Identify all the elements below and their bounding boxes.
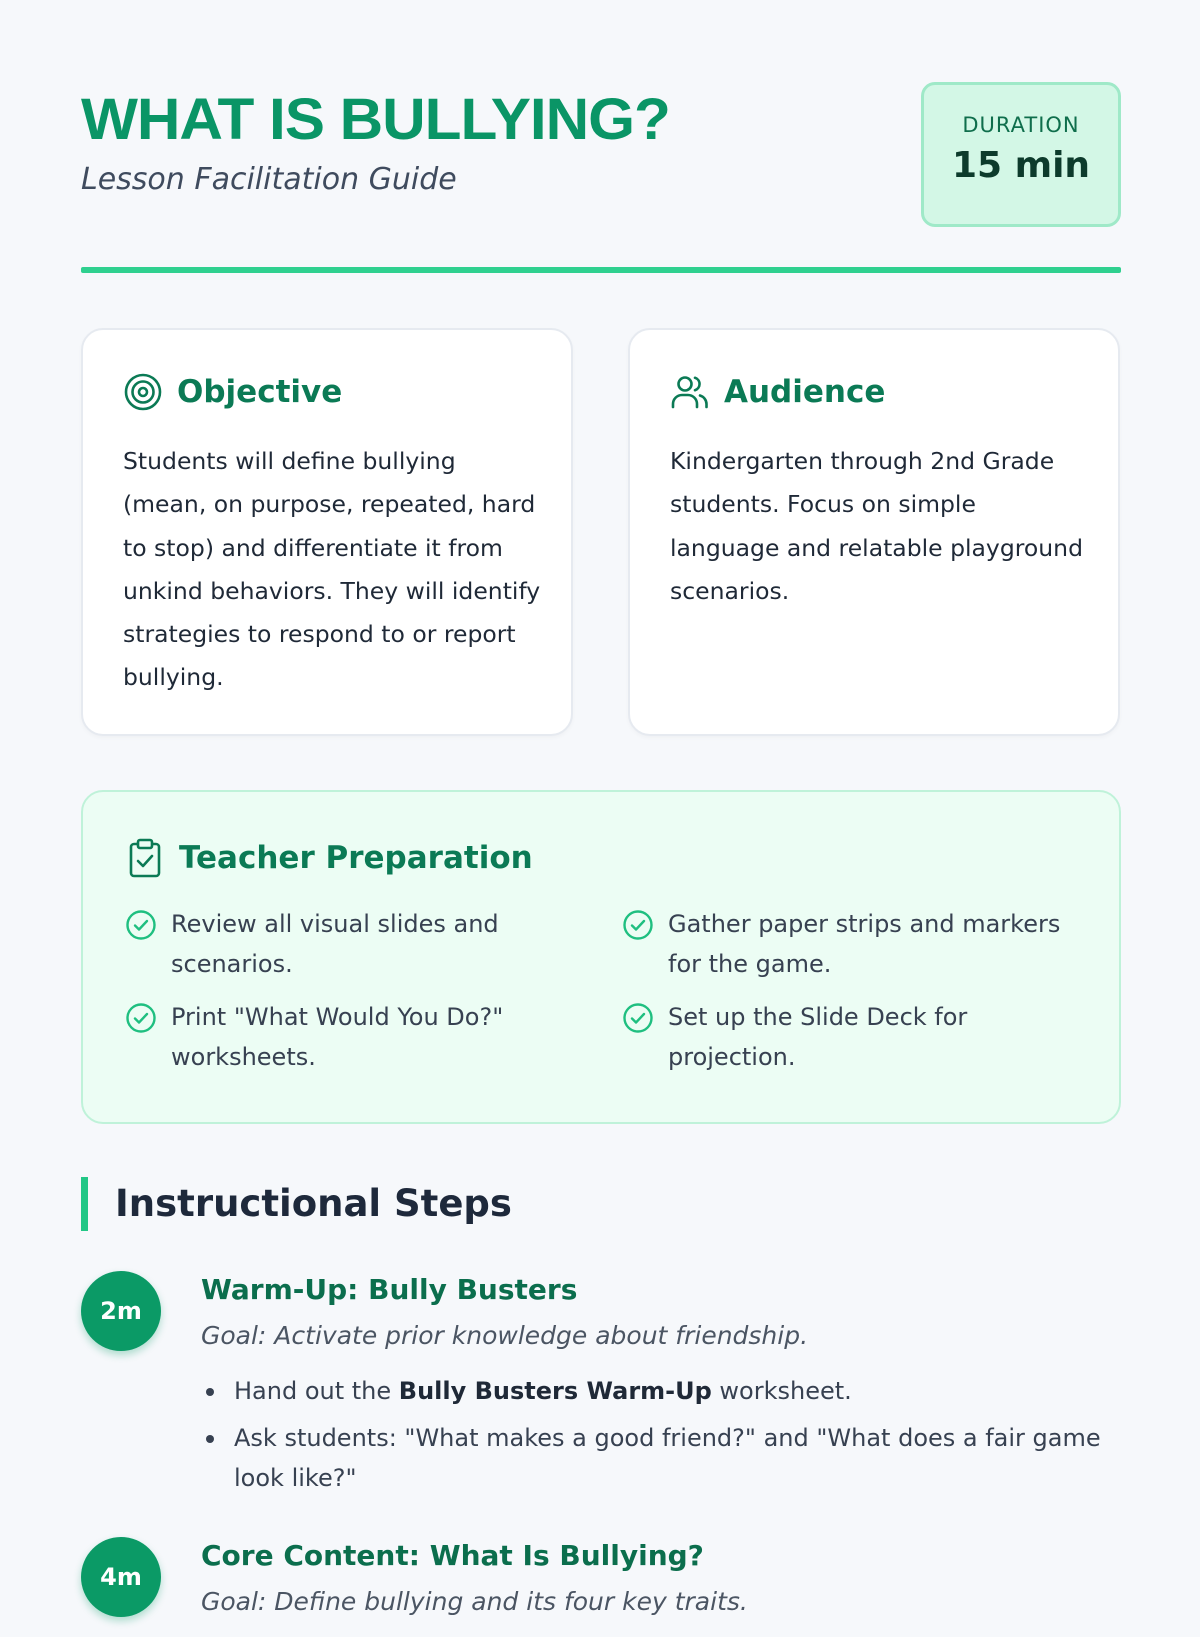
audience-text: Kindergarten through 2nd Grade students. Focus on simple language and relatable playground scenarios. bbox=[670, 447, 1083, 605]
steps-title: Instructional Steps bbox=[115, 1182, 512, 1225]
check-circle-icon bbox=[125, 1002, 157, 1034]
prep-item-text: Print "What Would You Do?" worksheets. bbox=[171, 1003, 504, 1071]
prep-item bbox=[125, 908, 565, 984]
target-icon bbox=[123, 372, 163, 412]
prep-item bbox=[125, 1001, 565, 1077]
clipboard-check-icon bbox=[127, 838, 163, 878]
step-item bbox=[81, 1537, 1121, 1637]
page-subtitle: Lesson Facilitation Guide bbox=[81, 162, 457, 197]
prep-item-text: Gather paper strips and markers for the game. bbox=[668, 910, 1061, 978]
header-divider bbox=[81, 267, 1121, 273]
preparation-title: Teacher Preparation bbox=[179, 840, 533, 876]
step-bullet: Hand out the Bully Busters Warm-Up worksheet. bbox=[201, 1371, 1121, 1411]
step-title: Warm-Up: Bully Busters bbox=[201, 1273, 578, 1306]
prep-item-text: Set up the Slide Deck for projection. bbox=[668, 1003, 968, 1071]
page-title: WHAT IS BULLYING? bbox=[81, 87, 670, 152]
users-icon bbox=[670, 372, 710, 412]
objective-text: Students will define bullying (mean, on purpose, repeated, hard to stop) and differentiate it from unkind behaviors. They will identify strategies to respond to or report bullying. bbox=[123, 447, 541, 692]
heading-accent-bar bbox=[81, 1177, 88, 1231]
check-circle-icon bbox=[125, 909, 157, 941]
step-bullet: Ask students: "What makes a good friend?" and "What does a fair game look like?" bbox=[201, 1418, 1121, 1498]
prep-item bbox=[622, 908, 1062, 984]
teacher-preparation bbox=[81, 790, 1121, 1124]
step-duration-badge: 4m bbox=[81, 1537, 161, 1617]
step-bullets bbox=[201, 1371, 1121, 1505]
objective-title: Objective bbox=[177, 374, 343, 410]
audience-card bbox=[628, 328, 1120, 736]
header bbox=[81, 82, 1121, 232]
step-goal: Goal: Define bullying and its four key traits. bbox=[201, 1587, 748, 1616]
check-circle-icon bbox=[622, 909, 654, 941]
audience-title: Audience bbox=[724, 374, 886, 410]
step-duration-badge: 2m bbox=[81, 1271, 161, 1351]
prep-item-text: Review all visual slides and scenarios. bbox=[171, 910, 499, 978]
objective-card bbox=[81, 328, 573, 736]
step-title: Core Content: What Is Bullying? bbox=[201, 1539, 704, 1572]
duration-value: 15 min bbox=[951, 145, 1091, 186]
check-circle-icon bbox=[622, 1002, 654, 1034]
duration-label: DURATION bbox=[962, 113, 1080, 137]
duration-badge bbox=[921, 82, 1121, 227]
prep-item bbox=[622, 1001, 1062, 1077]
step-goal: Goal: Activate prior knowledge about friendship. bbox=[201, 1321, 809, 1350]
step-item bbox=[81, 1271, 1121, 1511]
